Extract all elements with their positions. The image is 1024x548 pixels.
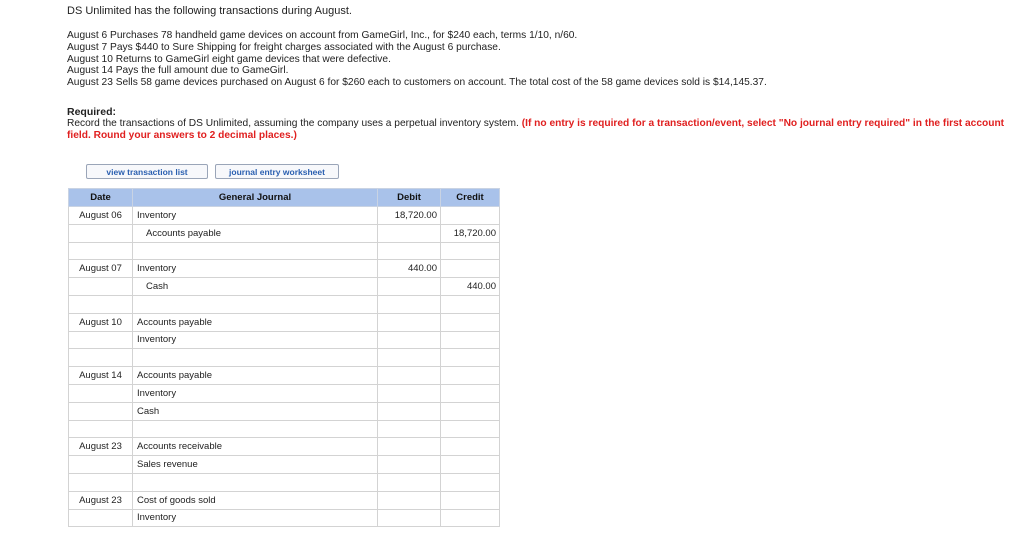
journal-date-cell xyxy=(69,331,133,349)
required-label: Required: xyxy=(67,106,117,118)
journal-date-cell xyxy=(69,420,133,438)
table-row xyxy=(69,509,500,527)
table-row xyxy=(69,473,500,491)
journal-debit-field[interactable] xyxy=(378,367,441,385)
journal-account-field[interactable]: Cash xyxy=(133,402,378,420)
transaction-item: August 6 Purchases 78 handheld game devices on account from GameGirl, Inc., for $240 each, terms 1/10, n/60. xyxy=(67,30,578,41)
journal-debit-field[interactable] xyxy=(378,402,441,420)
table-row xyxy=(69,260,500,278)
general-journal-table xyxy=(68,188,500,527)
required-text xyxy=(67,118,1024,142)
journal-date-cell xyxy=(69,402,133,420)
journal-credit-field[interactable] xyxy=(441,207,500,225)
table-row xyxy=(69,242,500,260)
transaction-list xyxy=(67,30,767,89)
journal-date-cell xyxy=(69,278,133,296)
table-row xyxy=(69,207,500,225)
journal-account-field[interactable]: Inventory xyxy=(133,509,378,527)
journal-date-cell xyxy=(69,456,133,474)
journal-debit-field[interactable] xyxy=(378,384,441,402)
journal-debit-field[interactable] xyxy=(378,349,441,367)
table-row xyxy=(69,367,500,385)
table-row xyxy=(69,420,500,438)
journal-date-cell: August 14 xyxy=(69,367,133,385)
journal-credit-field[interactable] xyxy=(441,242,500,260)
journal-account-field[interactable]: Inventory xyxy=(133,384,378,402)
journal-credit-field[interactable] xyxy=(441,402,500,420)
transaction-item: August 23 Sells 58 game devices purchased on August 6 for $260 each to customers on account. The total cost of the 58 game devices sold is $14,145.37. xyxy=(67,77,767,89)
journal-credit-field[interactable] xyxy=(441,367,500,385)
journal-date-cell xyxy=(69,473,133,491)
journal-account-field[interactable] xyxy=(133,420,378,438)
journal-credit-field[interactable] xyxy=(441,438,500,456)
table-row xyxy=(69,384,500,402)
journal-body xyxy=(69,207,500,527)
journal-account-field[interactable]: Sales revenue xyxy=(133,456,378,474)
table-row xyxy=(69,456,500,474)
table-row xyxy=(69,278,500,296)
journal-account-field[interactable]: Inventory xyxy=(133,260,378,278)
problem-intro: DS Unlimited has the following transactions during August. xyxy=(67,5,352,17)
table-row xyxy=(69,438,500,456)
table-row xyxy=(69,295,500,313)
header-general-journal: General Journal xyxy=(133,189,378,207)
header-date: Date xyxy=(69,189,133,207)
journal-credit-field[interactable] xyxy=(441,331,500,349)
journal-credit-field[interactable] xyxy=(441,420,500,438)
table-row xyxy=(69,224,500,242)
journal-account-field[interactable] xyxy=(133,349,378,367)
journal-account-field[interactable]: Accounts receivable xyxy=(133,438,378,456)
journal-debit-field[interactable] xyxy=(378,313,441,331)
journal-debit-field[interactable] xyxy=(378,278,441,296)
journal-credit-field[interactable] xyxy=(441,509,500,527)
table-row xyxy=(69,491,500,509)
journal-debit-field[interactable] xyxy=(378,473,441,491)
journal-account-field[interactable] xyxy=(133,242,378,260)
journal-date-cell xyxy=(69,509,133,527)
journal-credit-field[interactable]: 440.00 xyxy=(441,278,500,296)
journal-date-cell: August 23 xyxy=(69,491,133,509)
journal-account-field[interactable]: Accounts payable xyxy=(133,367,378,385)
journal-date-cell xyxy=(69,224,133,242)
journal-credit-field[interactable] xyxy=(441,384,500,402)
header-credit: Credit xyxy=(441,189,500,207)
journal-debit-field[interactable] xyxy=(378,331,441,349)
journal-date-cell xyxy=(69,295,133,313)
journal-debit-field[interactable] xyxy=(378,242,441,260)
journal-account-field[interactable]: Cash xyxy=(133,278,378,296)
journal-account-field[interactable]: Accounts payable xyxy=(133,224,378,242)
journal-debit-field[interactable] xyxy=(378,491,441,509)
journal-credit-field[interactable] xyxy=(441,260,500,278)
journal-date-cell xyxy=(69,349,133,367)
journal-credit-field[interactable] xyxy=(441,349,500,367)
journal-account-field[interactable]: Cost of goods sold xyxy=(133,491,378,509)
transaction-item: August 10 Returns to GameGirl eight game devices that were defective. xyxy=(67,53,391,65)
journal-entry-worksheet-button[interactable]: journal entry worksheet xyxy=(215,164,339,179)
journal-account-field[interactable] xyxy=(133,473,378,491)
table-row xyxy=(69,331,500,349)
required-instruction: Record the transactions of DS Unlimited, assuming the company uses a perpetual inventory system. xyxy=(67,118,519,129)
journal-debit-field[interactable] xyxy=(378,438,441,456)
journal-debit-field[interactable] xyxy=(378,295,441,313)
view-transaction-list-button[interactable]: view transaction list xyxy=(86,164,208,179)
journal-date-cell: August 06 xyxy=(69,207,133,225)
journal-credit-field[interactable] xyxy=(441,313,500,331)
table-header-row xyxy=(69,189,500,207)
required-warning: (If no entry is required for a transaction/event, select "No journal entry required" in the first account field. Round your answers to 2 decimal places.) xyxy=(67,118,1005,141)
journal-date-cell: August 23 xyxy=(69,438,133,456)
journal-date-cell: August 07 xyxy=(69,260,133,278)
journal-date-cell xyxy=(69,242,133,260)
journal-date-cell xyxy=(69,384,133,402)
journal-debit-field[interactable] xyxy=(378,420,441,438)
journal-credit-field[interactable] xyxy=(441,491,500,509)
table-row xyxy=(69,402,500,420)
header-debit: Debit xyxy=(378,189,441,207)
journal-debit-field[interactable] xyxy=(378,509,441,527)
transaction-item: August 7 Pays $440 to Sure Shipping for freight charges associated with the August 6 purchase. xyxy=(67,41,501,53)
journal-credit-field[interactable] xyxy=(441,456,500,474)
journal-debit-field[interactable]: 18,720.00 xyxy=(378,207,441,225)
journal-debit-field[interactable] xyxy=(378,456,441,474)
journal-account-field[interactable] xyxy=(133,295,378,313)
journal-debit-field[interactable]: 440.00 xyxy=(378,260,441,278)
journal-account-field[interactable]: Inventory xyxy=(133,207,378,225)
journal-account-field[interactable]: Inventory xyxy=(133,331,378,349)
journal-debit-field[interactable] xyxy=(378,224,441,242)
table-row xyxy=(69,349,500,367)
journal-date-cell: August 10 xyxy=(69,313,133,331)
table-row xyxy=(69,313,500,331)
transaction-item: August 14 Pays the full amount due to GameGirl. xyxy=(67,65,289,77)
journal-credit-field[interactable] xyxy=(441,295,500,313)
journal-account-field[interactable]: Accounts payable xyxy=(133,313,378,331)
journal-credit-field[interactable] xyxy=(441,473,500,491)
journal-credit-field[interactable]: 18,720.00 xyxy=(441,224,500,242)
